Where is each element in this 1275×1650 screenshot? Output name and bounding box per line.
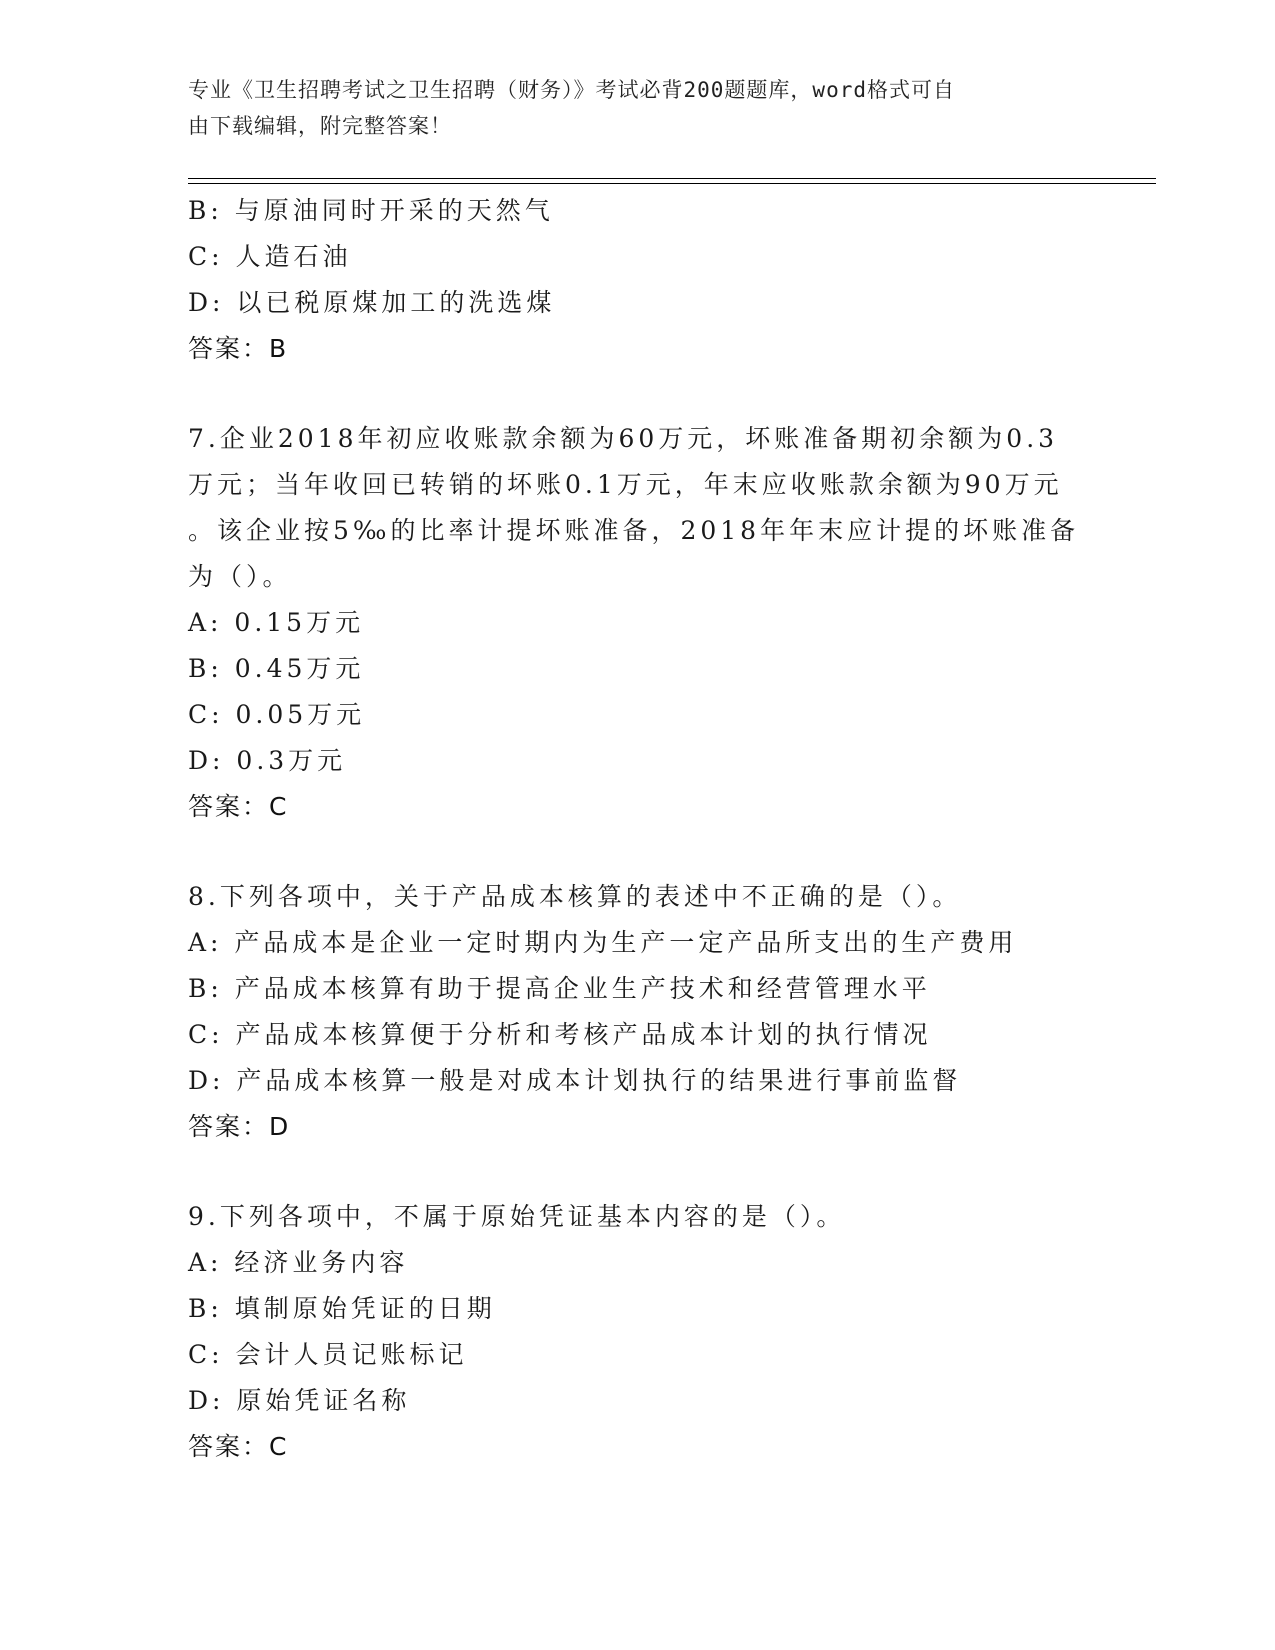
spacer [188,1150,1088,1194]
option-b: B: 填制原始凭证的日期 [188,1294,496,1323]
option-a: A: 经济业务内容 [188,1248,409,1277]
header-divider-top [188,178,1156,179]
header-divider-bottom [188,183,1156,184]
option-c: C: 人造石油 [188,242,352,271]
option-d: D: 产品成本核算一般是对成本计划执行的结果进行事前监督 [188,1066,962,1095]
option-b: B: 产品成本核算有助于提高企业生产技术和经营管理水平 [188,974,931,1003]
question-stem-line: 8.下列各项中，关于产品成本核算的表述中不正确的是（）。 [188,882,962,911]
page-header [188,72,1068,144]
option-c: C: 会计人员记账标记 [188,1340,468,1369]
answer-line: 答案：D [188,1112,291,1141]
spacer [188,830,1088,874]
option-d: D: 0.3万元 [188,746,347,775]
question-9 [188,1194,1088,1470]
header-title-line-2: 由下载编辑，附完整答案！ [188,114,452,138]
document-body [188,188,1088,1470]
answer-line: 答案：B [188,334,289,363]
question-stem-line: 万元；当年收回已转销的坏账0.1万元，年末应收账款余额为90万元 [188,470,1063,499]
question-8 [188,874,1088,1150]
question-stem-line: 。该企业按5‰的比率计提坏账准备，2018年年末应计提的坏账准备 [188,516,1080,545]
option-c: C: 0.05万元 [188,700,366,729]
question-stem-line: 为（）。 [188,562,292,591]
answer-line: 答案：C [188,1432,289,1461]
option-d: D: 以已税原煤加工的洗选煤 [188,288,556,317]
option-a: A: 产品成本是企业一定时期内为生产一定产品所支出的生产费用 [188,928,1018,957]
option-a: A: 0.15万元 [188,608,365,637]
question-stem-line: 7.企业2018年初应收账款余额为60万元，坏账准备期初余额为0.3 [188,424,1059,453]
option-b: B: 0.45万元 [188,654,365,683]
option-b: B: 与原油同时开采的天然气 [188,196,554,225]
carryover-question [188,188,1088,372]
answer-line: 答案：C [188,792,289,821]
spacer [188,372,1088,416]
question-7 [188,416,1088,830]
option-c: C: 产品成本核算便于分析和考核产品成本计划的执行情况 [188,1020,932,1049]
question-stem-line: 9.下列各项中，不属于原始凭证基本内容的是（）。 [188,1202,846,1231]
header-title-line-1: 专业《卫生招聘考试之卫生招聘（财务）》考试必背200题题库，word格式可自 [188,78,955,102]
option-d: D: 原始凭证名称 [188,1386,411,1415]
